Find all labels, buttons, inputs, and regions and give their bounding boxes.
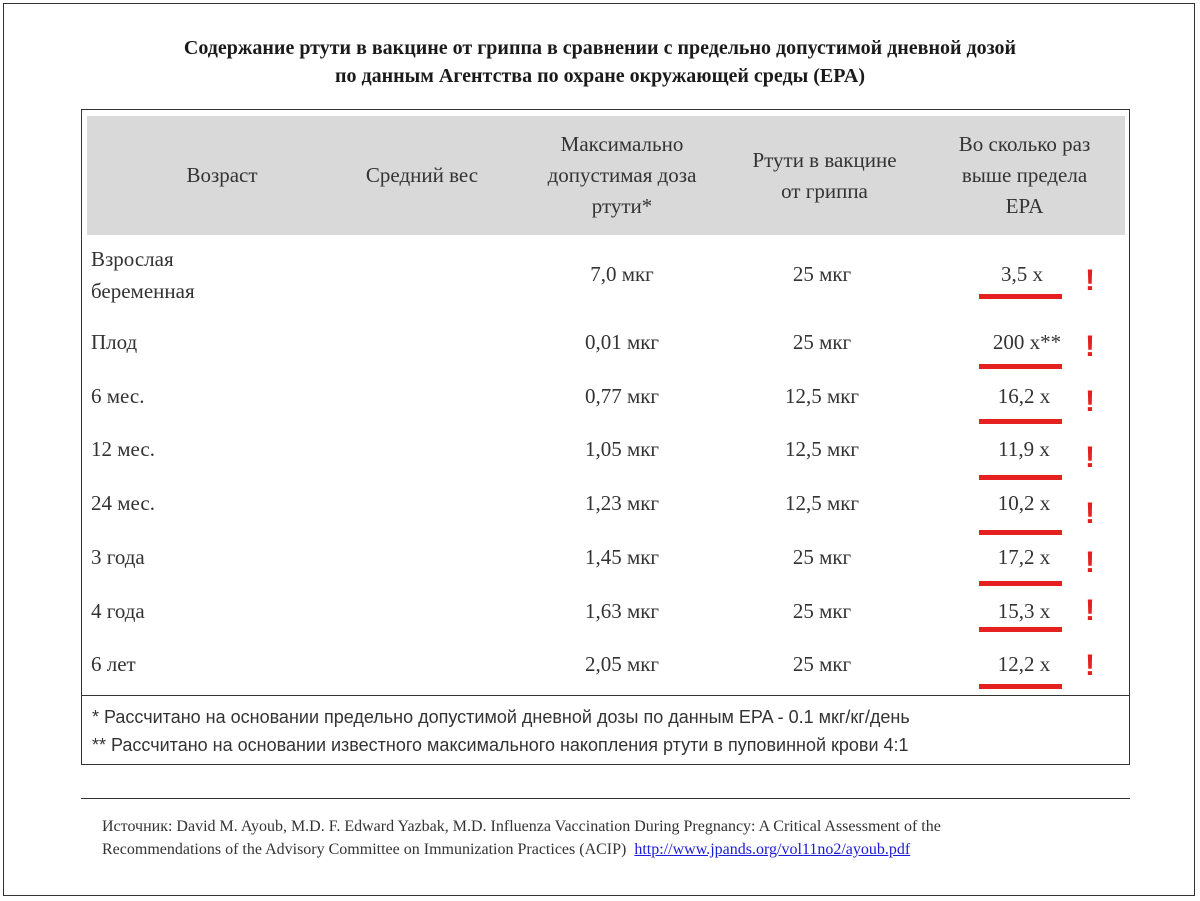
row-1-age [91, 243, 391, 307]
row-6-warning-mark: ! [1085, 546, 1095, 579]
header-vaccine-line-2: от гриппа [781, 178, 868, 203]
row-6-age: 3 года [91, 545, 145, 569]
row-3-warning-mark: ! [1085, 385, 1095, 418]
row-7-age: 4 года [91, 599, 145, 623]
row-1-ratio: 3,5 х [1001, 262, 1043, 286]
footnote-1: * Рассчитано на основании предельно допустимой дневной дозы по данным EPA - 0.1 мкг/кг/день [92, 707, 910, 727]
source-link[interactable]: http://www.jpands.org/vol11no2/ayoub.pdf [634, 841, 911, 858]
row-8-age: 6 лет [91, 652, 136, 676]
row-3-ratio-underline [979, 419, 1062, 424]
header-max-dose-line-1: Максимально [560, 132, 684, 156]
row-6-vaccine: 25 мкг [792, 545, 852, 569]
title-line-1: Содержание ртути в вакцине от гриппа в сравнении с предельно допустимой дневной дозой [183, 37, 1017, 59]
row-2-max-dose: 0,01 мкг [584, 330, 660, 354]
source-citation [102, 815, 1122, 861]
row-3-vaccine: 12,5 мкг [784, 384, 860, 408]
row-3-max-dose: 0,77 мкг [584, 384, 660, 408]
page-title [0, 34, 1200, 90]
row-5-vaccine: 12,5 мкг [784, 491, 860, 515]
header-max-dose [522, 116, 722, 235]
row-3-ratio: 16,2 х [997, 384, 1051, 408]
row-5-ratio-underline [979, 530, 1062, 535]
row-5-max-dose: 1,23 мкг [584, 491, 660, 515]
header-weight: Средний вес [365, 163, 479, 187]
row-4-warning-mark: ! [1085, 441, 1095, 474]
row-2-ratio: 200 х** [992, 330, 1062, 354]
row-4-ratio-underline [979, 475, 1062, 480]
row-1-age-line-2: беременная [91, 279, 195, 303]
row-5-ratio: 10,2 х [997, 491, 1051, 515]
row-7-max-dose: 1,63 мкг [584, 599, 660, 623]
row-8-vaccine: 25 мкг [792, 652, 852, 676]
row-8-ratio-underline [979, 684, 1062, 689]
row-1-vaccine: 25 мкг [792, 262, 852, 286]
row-1-age-line-1: Взрослая [91, 247, 174, 271]
header-ratio-line-1: Во сколько раз [958, 132, 1091, 156]
row-4-max-dose: 1,05 мкг [584, 437, 660, 461]
row-8-max-dose: 2,05 мкг [584, 652, 660, 676]
row-4-ratio: 11,9 х [998, 437, 1050, 461]
row-7-vaccine: 25 мкг [792, 599, 852, 623]
row-2-age: Плод [91, 330, 138, 354]
row-8-warning-mark: ! [1085, 649, 1095, 682]
source-line-1: Источник: David M. Ayoub, M.D. F. Edward Yazbak, M.D. Influenza Vaccination During Pregnancy: A Critical Assessment of the [102, 818, 941, 835]
row-7-warning-mark: ! [1085, 594, 1095, 627]
data-table [81, 109, 1130, 765]
row-2-ratio-underline [979, 364, 1062, 369]
source-separator [81, 798, 1130, 799]
header-ratio [937, 116, 1112, 235]
header-age: Возраст [186, 163, 258, 187]
table-footnotes [82, 695, 1129, 765]
source-line-2 [102, 838, 1122, 861]
row-4-age: 12 мес. [91, 437, 155, 461]
row-6-ratio: 17,2 х [997, 545, 1051, 569]
row-5-age: 24 мес. [91, 491, 155, 515]
row-6-max-dose: 1,45 мкг [584, 545, 660, 569]
header-ratio-line-3: EPA [1005, 194, 1044, 218]
row-2-vaccine: 25 мкг [792, 330, 852, 354]
row-3-age: 6 мес. [91, 384, 145, 408]
row-1-ratio-underline [979, 294, 1062, 299]
row-2-warning-mark: ! [1085, 330, 1095, 363]
footnote-2: ** Рассчитано на основании известного максимального накопления ртути в пуповинной крови 4:1 [92, 735, 909, 755]
row-4-vaccine: 12,5 мкг [784, 437, 860, 461]
row-6-ratio-underline [979, 581, 1062, 586]
header-vaccine [727, 116, 922, 235]
row-7-ratio: 15,3 х [997, 599, 1051, 623]
row-1-warning-mark: ! [1085, 264, 1095, 297]
header-vaccine-line-1: Ртути в вакцине [752, 147, 897, 172]
source-line-2-text: Recommendations of the Advisory Committee on Immunization Practices (ACIP) [102, 841, 627, 858]
header-ratio-line-2: выше предела [961, 163, 1088, 187]
header-max-dose-line-2: допустимая доза [547, 163, 697, 187]
title-line-2: по данным Агентства по охране окружающей среды (EPA) [334, 65, 866, 87]
row-8-ratio: 12,2 х [997, 652, 1051, 676]
row-7-ratio-underline [979, 627, 1062, 632]
row-5-warning-mark: ! [1085, 497, 1095, 530]
header-max-dose-line-3: ртути* [591, 194, 653, 218]
row-1-max-dose: 7,0 мкг [590, 262, 654, 286]
